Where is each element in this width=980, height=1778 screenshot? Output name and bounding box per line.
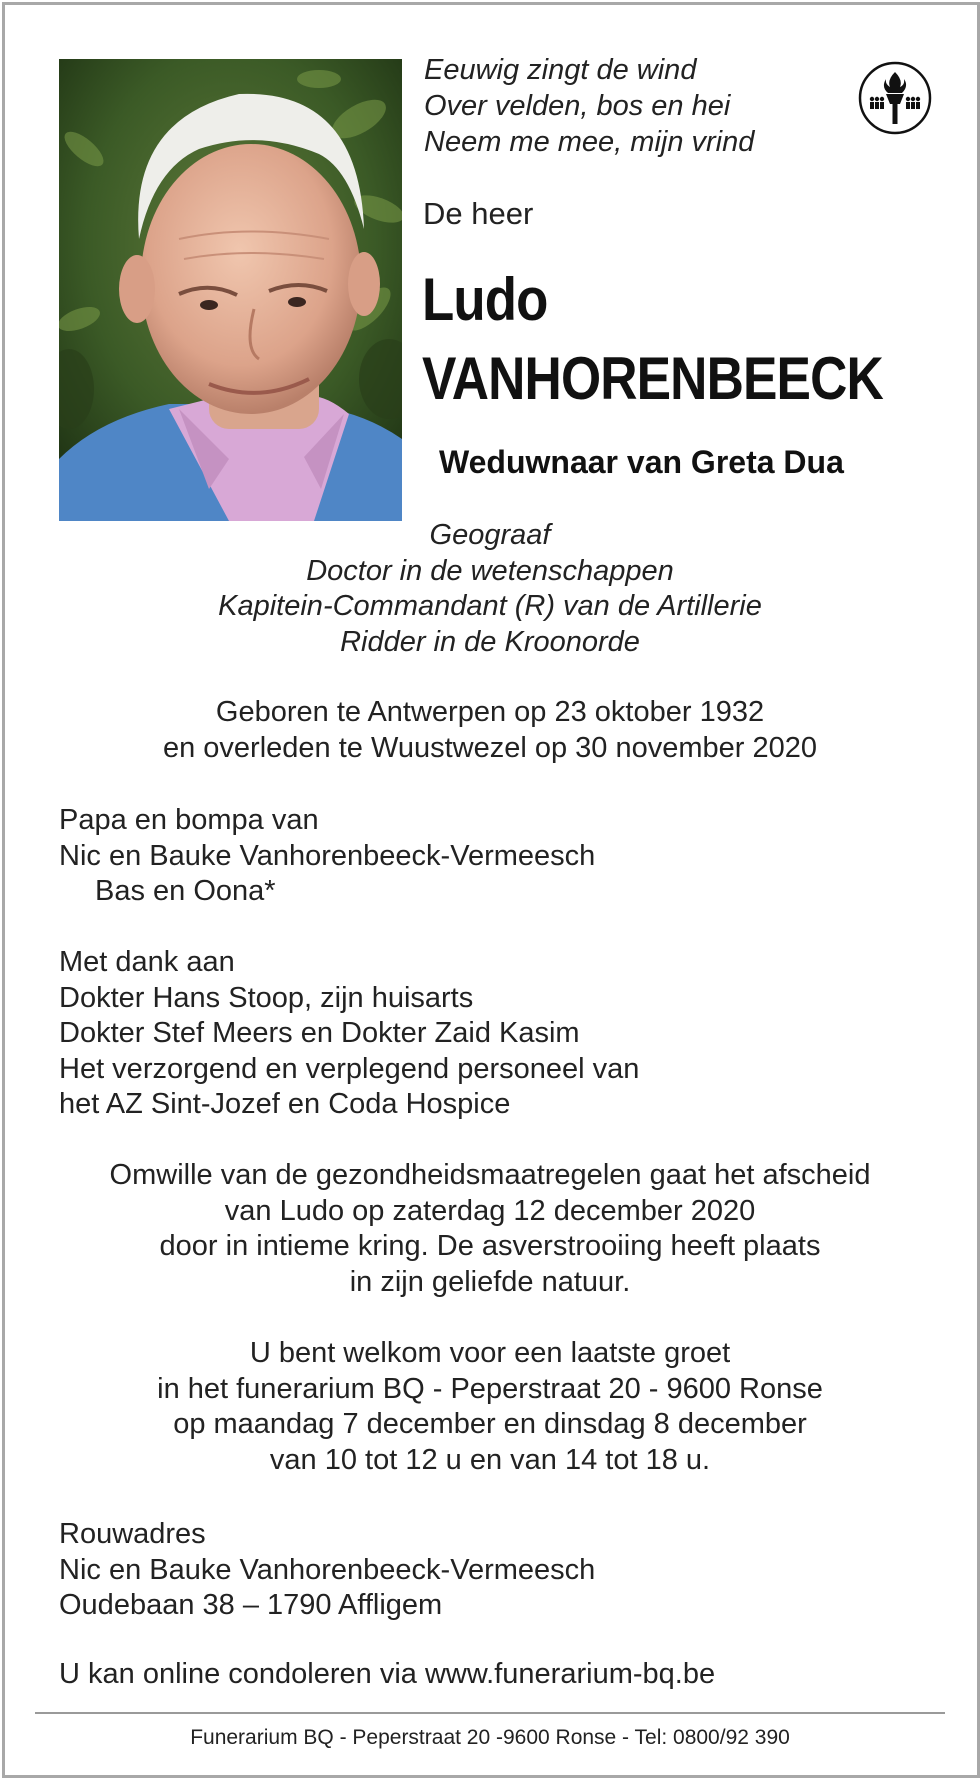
address-heading: Rouwadres: [59, 1518, 206, 1550]
poem: [424, 52, 754, 160]
poem-line: Eeuwig zingt de wind: [424, 54, 697, 86]
titles: [0, 518, 980, 660]
footer-divider: [35, 1712, 945, 1714]
farewell-line: van Ludo op zaterdag 12 december 2020: [224, 1194, 756, 1227]
poem-line: Neem me mee, mijn vrind: [424, 126, 755, 158]
torch-emblem-icon: [857, 60, 933, 136]
visitation-line: in het funerarium BQ - Peperstraat 20 - 9600 Ronse: [157, 1372, 823, 1405]
poem-line: Over velden, bos en hei: [424, 90, 731, 122]
footer-contact: Funerarium BQ - Peperstraat 20 -9600 Ronse - Tel: 0800/92 390: [190, 1726, 790, 1749]
family-children: Nic en Bauke Vanhorenbeeck-Vermeesch: [59, 839, 596, 872]
visitation: [0, 1336, 980, 1478]
birth-death: [0, 695, 980, 766]
thanks-line: Dokter Stef Meers en Dokter Zaid Kasim: [59, 1017, 580, 1049]
visitation-line: U bent welkom voor een laatste groet: [249, 1337, 731, 1369]
title-line: Geograaf: [429, 519, 551, 551]
widow-line: Weduwnaar van Greta Dua: [439, 444, 844, 480]
deceased-last-name: VANHORENBEECK: [422, 345, 883, 412]
farewell-line: in zijn geliefde natuur.: [349, 1265, 631, 1298]
farewell: [0, 1158, 980, 1300]
mourning-address: [59, 1517, 595, 1624]
title-line: Ridder in de Kroonorde: [340, 625, 640, 658]
title-line: Doctor in de wetenschappen: [306, 554, 674, 587]
family-grandchildren: Bas en Oona*: [95, 875, 276, 907]
address-line: Oudebaan 38 – 1790 Affligem: [59, 1589, 443, 1621]
family-heading: Papa en bompa van: [59, 804, 319, 836]
thanks-line: Dokter Hans Stoop, zijn huisarts: [59, 981, 474, 1014]
farewell-line: Omwille van de gezondheidsmaatregelen gaat het afscheid: [109, 1159, 871, 1191]
family: [59, 803, 595, 910]
visitation-line: van 10 tot 12 u en van 14 tot 18 u.: [269, 1443, 711, 1476]
death-line: en overleden te Wuustwezel op 30 november 2020: [162, 731, 817, 764]
thanks-line: Het verzorgend en verplegend personeel van: [59, 1052, 640, 1085]
online-condolence: U kan online condoleren via www.funerarium-bq.be: [59, 1658, 716, 1690]
thanks-heading: Met dank aan: [59, 946, 235, 978]
thanks-line: het AZ Sint-Jozef en Coda Hospice: [59, 1088, 511, 1120]
deceased-first-name: Ludo: [422, 266, 548, 333]
thanks: [59, 945, 639, 1123]
portrait-photo: [59, 59, 402, 521]
birth-line: Geboren te Antwerpen op 23 oktober 1932: [215, 696, 765, 728]
address-line: Nic en Bauke Vanhorenbeeck-Vermeesch: [59, 1553, 596, 1586]
title-line: Kapitein-Commandant (R) van de Artillerie: [218, 590, 762, 622]
visitation-line: op maandag 7 december en dinsdag 8 december: [173, 1408, 807, 1440]
farewell-line: door in intieme kring. De asverstrooiing heeft plaats: [159, 1230, 821, 1262]
salutation: De heer: [423, 196, 534, 231]
